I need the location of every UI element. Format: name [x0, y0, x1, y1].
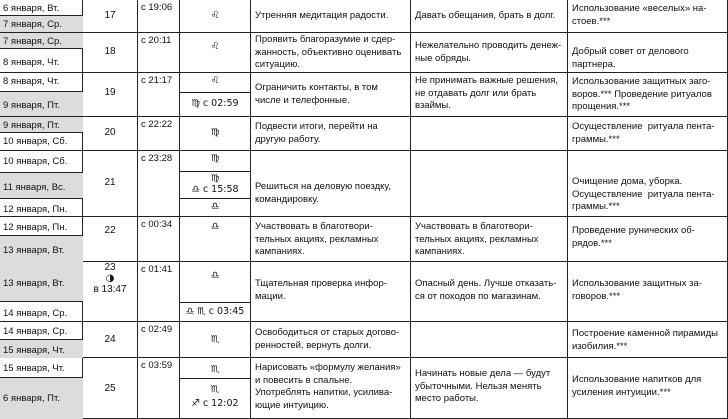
table-row: [0, 117, 83, 151]
table-row: [0, 151, 83, 217]
date-label: 15 января, Чт.: [0, 358, 83, 378]
table-row: [0, 217, 83, 262]
start-time: с 00:34: [141, 219, 173, 230]
lunar-day-cell: [83, 73, 138, 117]
moon-phase-time: в 13:47: [93, 284, 127, 295]
start-time: с 01:41: [141, 264, 173, 275]
warning-text: Участвовать в благотвори- тельных акциях, рекламных кампаниях.: [415, 221, 539, 257]
recommendation-text: Тщательная проверка инфор- мации.: [255, 278, 387, 302]
zodiac-sign-change: ♎ с 15:58: [180, 184, 250, 199]
recommendation-cell: [251, 322, 411, 358]
date-label: 9 января, Пт.: [0, 117, 83, 133]
lunar-day-cell: [83, 262, 138, 322]
start-time: с 19:06: [141, 2, 173, 13]
warning-cell: [411, 262, 568, 322]
zodiac-sign: ♌: [180, 75, 250, 93]
ritual-cell: [568, 151, 728, 217]
zodiac-sign: ♎: [210, 221, 220, 232]
recommendation-cell: [251, 0, 411, 33]
sign-cell: [180, 322, 251, 358]
date-label: 14 января, Ср.: [3, 308, 68, 319]
date-label: 15 января, Чт.: [0, 340, 83, 358]
ritual-cell: [568, 117, 728, 151]
ritual-text: Использование защитных за- говоров.***: [572, 278, 702, 302]
ritual-text: Использование защитных заго- воров.*** Проведение ритуалов прощения.***: [572, 76, 712, 112]
ritual-text: Осуществление ритуала пента- граммы.***: [572, 121, 715, 145]
lunar-day-cell: [83, 0, 138, 33]
date-label: 8 января, Чт.: [0, 49, 83, 73]
sign-cell: [180, 217, 251, 262]
recommendation-text: Участвовать в благотвори- тельных акциях, рекламных кампаниях.: [255, 221, 379, 257]
lunar-day-cell: [83, 151, 138, 217]
date-label: 14 января, Ср.: [0, 322, 83, 340]
warning-text: Начинать новые дела — будут убыточными. Нельзя менять место работы.: [415, 368, 551, 404]
recommendation-cell: [251, 151, 411, 217]
zodiac-sign: ♌: [210, 10, 220, 21]
warning-cell: [411, 73, 568, 117]
moon-phase-icon: ◑: [105, 273, 115, 284]
date-label: 7 января, Ср.: [0, 33, 83, 49]
zodiac-sign: ♍: [210, 127, 220, 138]
lunar-day-cell: [83, 358, 138, 419]
lunar-day-cell: [83, 33, 138, 73]
sign-cell: [180, 117, 251, 151]
zodiac-sign: ♎: [180, 270, 250, 303]
ritual-cell: [568, 322, 728, 358]
date-label: 10 января, Сб.: [0, 151, 83, 173]
warning-cell: [411, 217, 568, 262]
date-label: 12 января, Пн.: [0, 217, 83, 236]
time-cell: [138, 33, 180, 73]
time-cell: [138, 358, 180, 419]
recommendation-cell: [251, 117, 411, 151]
start-time: с 21:17: [141, 75, 173, 86]
time-cell: [138, 73, 180, 117]
ritual-text: Добрый совет от делового партнера.: [572, 46, 689, 70]
warning-cell: [411, 0, 568, 33]
sign-cell: [180, 262, 251, 322]
warning-cell: [411, 117, 568, 151]
ritual-cell: [568, 73, 728, 117]
lunar-day: 24: [104, 334, 116, 345]
zodiac-sign-change: ♍ с 02:59: [191, 98, 239, 109]
recommendation-cell: [251, 33, 411, 73]
lunar-day: 21: [104, 177, 116, 188]
warning-cell: [411, 358, 568, 419]
time-cell: [138, 117, 180, 151]
sign-cell: [180, 33, 251, 73]
lunar-day: 19: [104, 87, 116, 98]
zodiac-sign: ♎: [210, 201, 220, 212]
zodiac-sign-change: ♐ с 12:02: [191, 398, 239, 409]
sign-cell: [180, 358, 251, 419]
recommendation-text: Проявить благоразумие и сдер- жанность, объективно оценивать ситуацию.: [255, 34, 402, 70]
start-time: с 03:59: [141, 360, 173, 371]
zodiac-sign: ♌: [210, 41, 220, 52]
table-row: [0, 0, 83, 33]
ritual-text: Использование «веселых» на- стоев.***: [572, 3, 707, 27]
lunar-day: 25: [104, 383, 116, 394]
recommendation-text: Нарисовать «формулу желания» и повесить в спальне. Употреблять напитки, усилива- ющие интуицию.: [255, 362, 401, 411]
lunar-day: 18: [104, 46, 116, 57]
ritual-text: Построение каменной пирамиды изобилия.***: [572, 328, 718, 352]
zodiac-sign: ♍: [180, 153, 250, 172]
date-label: 6 января, Вт.: [0, 0, 83, 16]
time-cell: [138, 217, 180, 262]
ritual-text: Использование напитков для усиления интуиции.***: [572, 374, 702, 398]
lunar-day-cell: [83, 117, 138, 151]
table-row: [0, 73, 83, 117]
ritual-text: Очищение дома, уборка. Осуществление ритуала пента- граммы.***: [572, 176, 715, 212]
zodiac-sign: ♏: [180, 364, 250, 379]
warning-cell: [411, 151, 568, 217]
ritual-cell: [568, 262, 728, 322]
date-label: 13 января, Вт.: [0, 236, 83, 262]
zodiac-sign: ♏: [210, 334, 220, 345]
recommendation-text: Утренняя медитация радости.: [255, 10, 389, 21]
warning-text: Опасный день. Лучше отказать- ся от походов по магазинам.: [415, 278, 557, 302]
date-label: 10 января, Сб.: [3, 136, 68, 147]
warning-cell: [411, 322, 568, 358]
lunar-day: 17: [104, 10, 116, 21]
recommendation-text: Решиться на деловую поездку, командировку.: [255, 181, 391, 205]
time-cell: [138, 322, 180, 358]
sign-cell: [180, 151, 251, 217]
date-label: 13 января, Вт.: [0, 262, 83, 302]
table-row: [0, 322, 83, 358]
lunar-day: 20: [104, 127, 116, 138]
zodiac-sign-change: ♎ ♏ с 03:45: [185, 306, 245, 317]
recommendation-cell: [251, 358, 411, 419]
lunar-day-cell: [83, 322, 138, 358]
ritual-text: Проведение рунических об- рядов.***: [572, 225, 695, 249]
lunar-day: 23: [104, 262, 116, 273]
date-label: 6 января, Пт.: [0, 378, 83, 419]
warning-text: Нежелательно проводить денеж- ные обряды.: [415, 40, 562, 64]
time-cell: [138, 262, 180, 322]
recommendation-cell: [251, 73, 411, 117]
table-row: [0, 33, 83, 73]
warning-text: Не принимать важные решения, не отдавать долг или брать взаймы.: [415, 75, 559, 111]
time-cell: [138, 0, 180, 33]
time-cell: [138, 151, 180, 217]
start-time: с 20:11: [141, 35, 172, 46]
warning-cell: [411, 33, 568, 73]
ritual-cell: [568, 33, 728, 73]
date-label: 9 января, Пт.: [0, 92, 83, 117]
recommendation-text: Подвести итоги, перейти на другую работу.: [255, 121, 378, 145]
sign-cell: [180, 73, 251, 117]
start-time: с 23:28: [141, 153, 173, 164]
date-label: 12 января, Пн.: [3, 204, 68, 215]
zodiac-sign: ♏: [210, 384, 220, 395]
ritual-cell: [568, 217, 728, 262]
date-label: 7 января, Ср.: [0, 16, 83, 33]
lunar-day-cell: [83, 217, 138, 262]
start-time: с 02:49: [141, 324, 173, 335]
recommendation-cell: [251, 217, 411, 262]
table-row: [0, 358, 83, 419]
zodiac-sign: ♍: [210, 173, 220, 184]
recommendation-text: Освободиться от старых догово- ренностей, вернуть долги.: [255, 327, 400, 351]
recommendation-cell: [251, 262, 411, 322]
lunar-day: 22: [104, 225, 116, 236]
recommendation-text: Ограничить контакты, в том числе и телефонные.: [255, 82, 378, 106]
ritual-cell: [568, 0, 728, 33]
date-label: 8 января, Чт.: [0, 73, 83, 92]
start-time: с 22:22: [141, 119, 173, 130]
sign-cell: [180, 0, 251, 33]
ritual-cell: [568, 358, 728, 419]
table-row: [0, 262, 83, 322]
warning-text: Давать обещания, брать в долг.: [415, 10, 556, 21]
date-label: 11 января, Вс.: [0, 173, 83, 199]
